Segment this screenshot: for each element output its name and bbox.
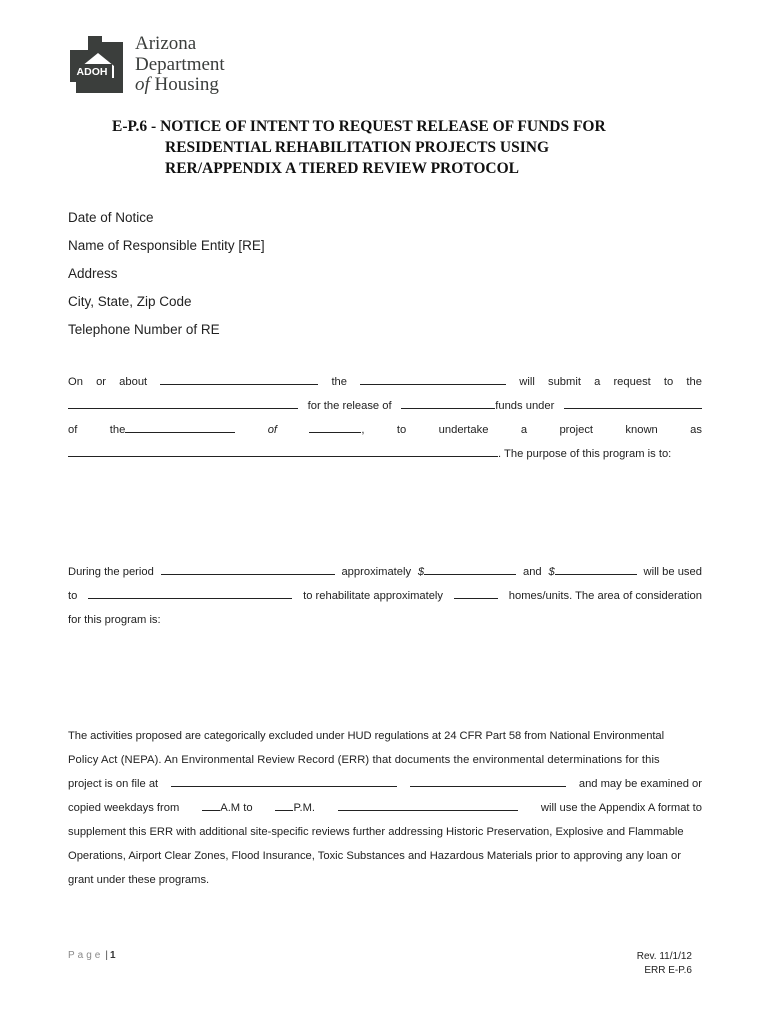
page-separator: | [105, 950, 108, 961]
text-funds-under: funds under [495, 400, 555, 412]
field-address: Address [68, 266, 118, 281]
revision-info [637, 950, 692, 978]
title-line2: RESIDENTIAL REHABILITATION PROJECTS USING [165, 139, 550, 156]
blank-project-name[interactable] [68, 444, 498, 457]
org-name-of: of [135, 74, 150, 95]
p3-line6: Operations, Airport Clear Zones, Flood Insurance, Toxic Substances and Hazardous Materials prior to approving any loan or [68, 850, 681, 862]
text-am-to: A.M to [220, 802, 253, 814]
text-will-be-used: will be used [643, 566, 702, 578]
text-about: about [119, 376, 148, 388]
document-title [112, 116, 606, 179]
text-nepa: Policy Act (NEPA). An Environmental Review Record (ERR) that documents the environmental determinations for this [68, 754, 660, 766]
text-pm: P.M. [293, 802, 316, 814]
text-during-period: During the period [68, 566, 154, 578]
p3-line7: grant under these programs. [68, 874, 210, 886]
org-name-line3 [135, 75, 225, 96]
text-dollar-1: $ [417, 566, 425, 578]
text-comma: , [361, 424, 365, 436]
p3-line5: supplement this ERR with additional site-specific reviews further addressing Historic Preservation, Explosive and Flammable [68, 826, 684, 838]
text-to: to [663, 376, 674, 388]
text-dollar-2: $ [548, 566, 555, 578]
blank-date[interactable] [160, 372, 318, 385]
p2-line1 [68, 560, 702, 584]
text-known: known [625, 424, 658, 436]
p3-line2 [68, 748, 702, 772]
title-line1: E-P.6 - NOTICE OF INTENT TO REQUEST RELEASE OF FUNDS FOR [112, 118, 606, 135]
text-a-2: a [520, 424, 528, 436]
text-for-release: for the release of [307, 400, 392, 412]
blank-program[interactable] [564, 396, 702, 409]
text-to: to [68, 590, 78, 602]
p2-line2 [68, 584, 702, 608]
year-group [309, 418, 364, 442]
field-telephone: Telephone Number of RE [68, 322, 220, 337]
p1-line1 [68, 370, 702, 394]
field-responsible-entity: Name of Responsible Entity [RE] [68, 238, 265, 253]
p2-line3 [68, 608, 702, 632]
text-the-2: the [686, 376, 702, 388]
blank-pm[interactable] [275, 798, 293, 811]
text-approximately: approximately [341, 566, 412, 578]
text-undertake: undertake [438, 424, 489, 436]
blank-amount-1[interactable] [424, 562, 516, 575]
pm-group [275, 796, 315, 820]
page-number [68, 950, 116, 961]
logo-badge-text: ADOH [76, 66, 108, 78]
paragraph-intent [68, 370, 702, 466]
text-a: a [594, 376, 601, 388]
paragraph-activities [68, 724, 702, 892]
page-label: Page [68, 950, 104, 961]
p1-line2 [68, 394, 702, 418]
adoh-logo [68, 34, 248, 98]
text-submit: submit [547, 376, 581, 388]
blank-agency[interactable] [68, 396, 298, 409]
text-homes-units: homes/units. The area of consideration [508, 590, 702, 602]
text-appendix: will use the Appendix A format to [540, 802, 702, 814]
field-city-state-zip: City, State, Zip Code [68, 294, 192, 309]
text-to-2: to [396, 424, 407, 436]
amount2-group [548, 560, 636, 584]
amount1-group [418, 560, 516, 584]
title-line3: RER/APPENDIX A TIERED REVIEW PROTOCOL [165, 160, 519, 177]
text-the: the [331, 376, 348, 388]
text-copied-weekdays: copied weekdays from [68, 802, 180, 814]
blank-am[interactable] [202, 798, 220, 811]
blank-file-location-1[interactable] [171, 774, 397, 787]
text-of: of [68, 424, 78, 436]
p3-line4 [68, 796, 702, 820]
blank-file-location-2[interactable] [410, 774, 566, 787]
page-num: 1 [109, 950, 116, 961]
p3-line1: The activities proposed are categorically excluded under HUD regulations at 24 CFR Part 58 from National Environmental [68, 730, 665, 742]
text-project: project [559, 424, 594, 436]
text-of-italic: of [267, 424, 278, 436]
p1-line4 [68, 442, 702, 466]
text-for-this-program: for this program is: [68, 614, 161, 626]
text-and: and [522, 566, 542, 578]
blank-entity[interactable] [360, 372, 506, 385]
funds-group [401, 394, 554, 418]
blank-funds[interactable] [401, 396, 495, 409]
document-code: ERR E-P.6 [644, 965, 692, 976]
text-request: request [613, 376, 651, 388]
field-date-of-notice: Date of Notice [68, 210, 154, 225]
text-rehabilitate: to rehabilitate approximately [303, 590, 444, 602]
blank-re-name[interactable] [338, 798, 518, 811]
the-group [110, 418, 236, 442]
revision-date: Rev. 11/1/12 [636, 951, 692, 962]
blank-purpose[interactable] [88, 586, 292, 599]
text-purpose: . The purpose of this program is to: [498, 448, 672, 460]
text-or: or [96, 376, 107, 388]
org-name-line1: Arizona [135, 33, 197, 54]
text-as: as [690, 424, 702, 436]
blank-year[interactable] [309, 420, 361, 433]
org-name [135, 34, 225, 96]
text-examined: and may be examined or [578, 778, 702, 790]
text-project-on-file: project is on file at [68, 778, 159, 790]
blank-period[interactable] [161, 562, 335, 575]
am-group [202, 796, 252, 820]
blank-amount-2[interactable] [555, 562, 637, 575]
blank-units[interactable] [454, 586, 498, 599]
org-name-line2: Department [135, 53, 225, 75]
p3-line3 [68, 772, 702, 796]
text-the-3: the [109, 424, 126, 436]
paragraph-period [68, 560, 702, 632]
blank-law[interactable] [125, 420, 235, 433]
p1-line3 [68, 418, 702, 442]
org-name-housing: Housing [149, 74, 219, 95]
text-on: On [68, 376, 83, 388]
adoh-logo-mark-icon [68, 34, 124, 94]
text-will: will [519, 376, 535, 388]
